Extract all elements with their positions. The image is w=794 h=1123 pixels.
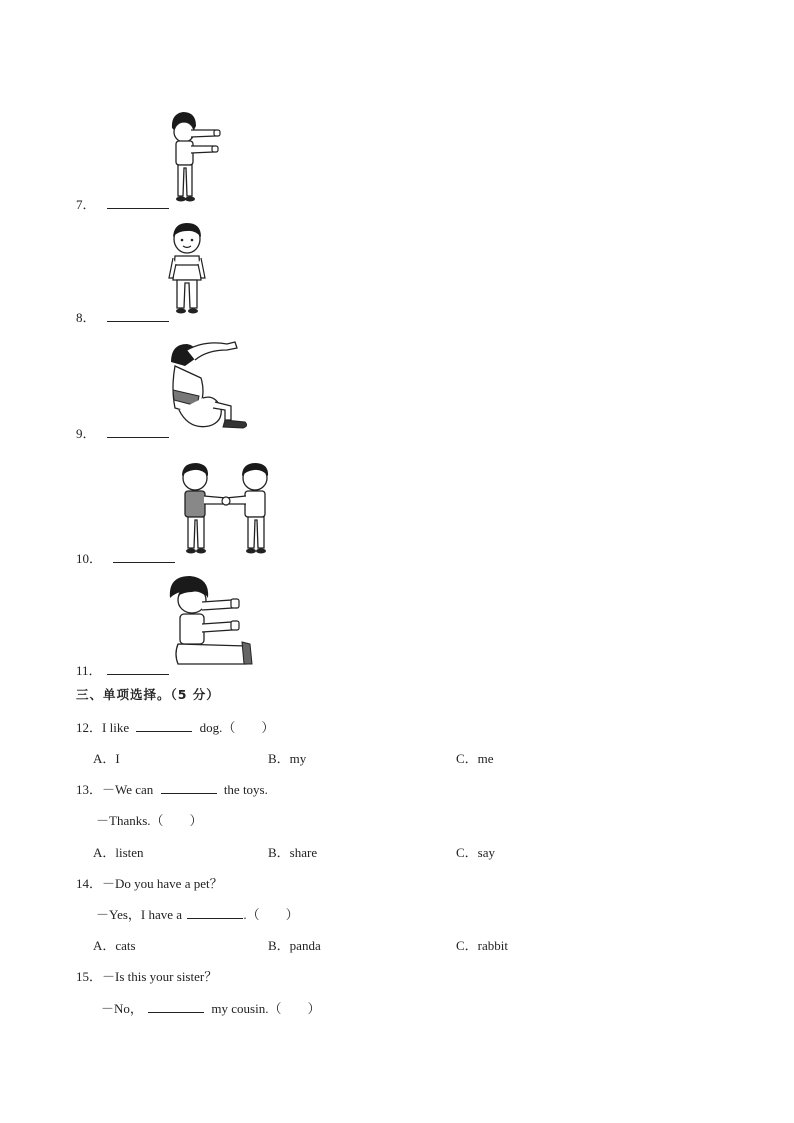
boy-arms-forward-icon — [163, 108, 227, 204]
item-number: 7． — [76, 197, 96, 212]
option-b[interactable]: B．share — [268, 845, 318, 860]
option-b[interactable]: B．my — [268, 751, 307, 766]
question-15-stem — [76, 966, 217, 985]
question-15-reply — [101, 998, 320, 1017]
answer-blank[interactable] — [113, 550, 175, 563]
answer-blank[interactable] — [136, 719, 192, 732]
figure-item-7 — [163, 108, 227, 204]
item-number: 9． — [76, 426, 96, 441]
section-title: 三、单项选择。（5 分） — [76, 687, 220, 702]
question-13-stem — [76, 779, 268, 798]
option-c[interactable]: C．me — [456, 751, 494, 766]
figure-item-9 — [165, 338, 255, 434]
figure-item-10 — [176, 460, 274, 556]
question-13-reply: －Thanks.（ ） — [96, 813, 203, 828]
item-11-line — [76, 660, 169, 679]
answer-blank[interactable] — [107, 196, 169, 209]
stem-text: the toys. — [223, 782, 268, 797]
girl-sitting-stretch-icon — [165, 338, 255, 434]
option-a[interactable]: A．I — [93, 751, 120, 766]
boy-standing-icon — [165, 220, 209, 316]
item-number: 10． — [76, 551, 103, 566]
reply-text: my cousin.（ ） — [211, 1001, 321, 1016]
item-number: 8． — [76, 310, 96, 325]
figure-item-8 — [165, 220, 209, 316]
stem-text: I like — [102, 720, 130, 735]
item-9-line — [76, 423, 169, 442]
reply-text: －Yes，I have a — [96, 907, 183, 922]
answer-blank[interactable] — [107, 425, 169, 438]
item-7-line — [76, 194, 169, 213]
boy-sitting-arms-forward-icon — [166, 572, 256, 668]
option-a[interactable]: A．listen — [93, 845, 144, 860]
stem-text: －We can — [102, 782, 154, 797]
stem-text: dog.（ ） — [199, 720, 275, 735]
item-number: 11． — [76, 663, 102, 678]
question-number: 14． — [76, 876, 103, 891]
stem-text: －Do you have a pet？ — [102, 876, 223, 891]
figure-item-11 — [166, 572, 256, 668]
question-14-reply — [96, 904, 299, 923]
answer-blank[interactable] — [161, 781, 217, 794]
option-c[interactable]: C．say — [456, 845, 496, 860]
reply-text: .（ ） — [243, 907, 299, 922]
question-number: 12． — [76, 720, 103, 735]
question-12-stem — [76, 717, 274, 736]
answer-blank[interactable] — [107, 309, 169, 322]
answer-blank[interactable] — [148, 1000, 204, 1013]
item-10-line — [76, 548, 175, 567]
option-a[interactable]: A．cats — [93, 938, 136, 953]
reply-text: －No， — [101, 1001, 143, 1016]
two-boys-fist-bump-icon — [176, 460, 274, 556]
stem-text: －Is this your sister？ — [102, 969, 218, 984]
answer-blank[interactable] — [107, 662, 169, 675]
option-b[interactable]: B．panda — [268, 938, 321, 953]
question-14-stem — [76, 873, 223, 892]
question-number: 15． — [76, 969, 103, 984]
item-8-line — [76, 307, 169, 326]
question-number: 13． — [76, 782, 103, 797]
option-c[interactable]: C．rabbit — [456, 938, 508, 953]
answer-blank[interactable] — [187, 906, 243, 919]
